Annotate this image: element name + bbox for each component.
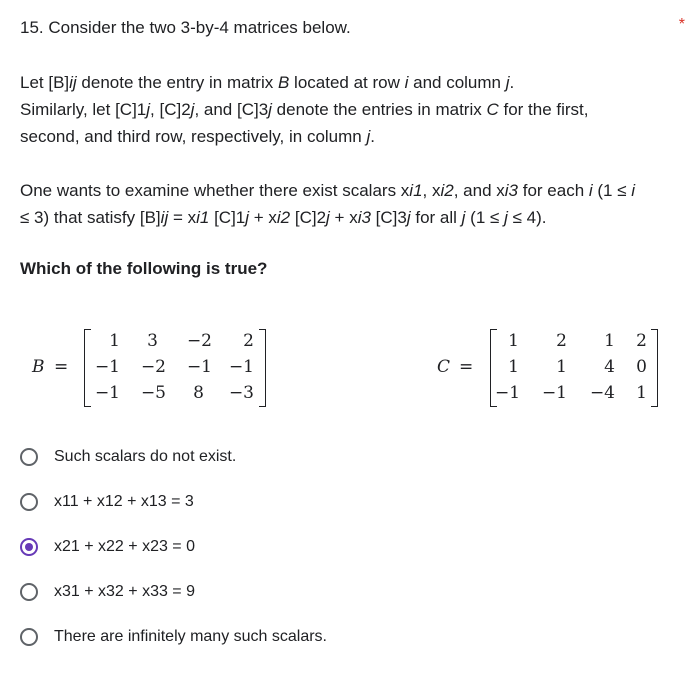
matrix-b-cell: −2 <box>140 357 166 377</box>
radio-button-icon[interactable] <box>20 493 38 511</box>
matrix-b-cell: −2 <box>186 331 212 351</box>
scalars-line-1: One wants to examine whether there exist scalars xi1, xi2, and xi3 for each i (1 ≤ i <box>20 181 636 200</box>
matrix-b-name: B <box>32 357 45 377</box>
matrix-b-cell: −5 <box>140 383 166 403</box>
option-label: There are infinitely many such scalars. <box>54 628 327 645</box>
matrix-c-cell: −1 <box>541 383 567 403</box>
matrix-c-cell: 1 <box>508 357 519 377</box>
matrix-c <box>437 329 667 407</box>
question-title: 15. Consider the two 3-by-4 matrices below. <box>20 18 351 37</box>
option-label: x31 + x32 + x33 = 9 <box>54 583 195 600</box>
option-label: x21 + x22 + x23 = 0 <box>54 538 195 555</box>
matrix-b <box>32 329 282 407</box>
matrix-b-equals: = <box>54 357 69 377</box>
matrix-b-cell: −1 <box>186 357 212 377</box>
matrix-b-cell: −1 <box>94 357 120 377</box>
option-x1-sum[interactable] <box>20 490 194 514</box>
matrix-b-cell: 1 <box>109 331 120 351</box>
matrix-c-cell: 2 <box>556 331 567 351</box>
option-x2-sum[interactable] <box>20 535 195 559</box>
matrix-c-cell: 4 <box>604 357 615 377</box>
matrix-c-equals: = <box>459 357 474 377</box>
matrix-b-cell: −1 <box>94 383 120 403</box>
matrix-b-cell: −1 <box>228 357 254 377</box>
matrix-b-cell: 3 <box>147 331 158 351</box>
paragraph-scalars <box>20 177 680 231</box>
matrix-c-name: C <box>437 357 451 377</box>
definitions-line-1: Let [B]ij denote the entry in matrix B located at row i and column j. <box>20 73 515 92</box>
matrix-c-cell: 0 <box>636 357 647 377</box>
option-infinitely-many[interactable] <box>20 625 327 649</box>
matrix-b-cell: 8 <box>193 383 204 403</box>
matrix-b-right-bracket <box>259 329 266 407</box>
matrix-c-right-bracket <box>651 329 658 407</box>
definitions-line-2: Similarly, let [C]1j, [C]2j, and [C]3j denote the entries in matrix C for the first, <box>20 100 589 119</box>
radio-button-checked-icon[interactable] <box>20 538 38 556</box>
question-prompt: Which of the following is true? <box>20 259 268 278</box>
matrix-c-cell: −4 <box>589 383 615 403</box>
option-x3-sum[interactable] <box>20 580 195 604</box>
matrix-c-cell: 1 <box>556 357 567 377</box>
matrix-b-cell: −3 <box>228 383 254 403</box>
matrix-b-cell: 2 <box>243 331 254 351</box>
matrix-c-cell: 1 <box>604 331 615 351</box>
radio-button-icon[interactable] <box>20 583 38 601</box>
matrix-c-cell: 1 <box>508 331 519 351</box>
definitions-line-3: second, and third row, respectively, in column j. <box>20 127 375 146</box>
radio-button-icon[interactable] <box>20 628 38 646</box>
matrix-c-cell: 2 <box>636 331 647 351</box>
required-asterisk: * <box>678 16 685 33</box>
paragraph-definitions <box>20 69 680 150</box>
option-label: x11 + x12 + x13 = 3 <box>54 493 194 510</box>
radio-button-icon[interactable] <box>20 448 38 466</box>
scalars-line-2: ≤ 3) that satisfy [B]ij = xi1 [C]1j + xi2 [C]2j + xi3 [C]3j for all j (1 ≤ j ≤ 4). <box>20 208 547 227</box>
option-no-scalars[interactable] <box>20 445 236 469</box>
option-label: Such scalars do not exist. <box>54 448 237 465</box>
matrix-c-cell: −1 <box>495 383 521 403</box>
matrix-c-cell: 1 <box>636 383 647 403</box>
